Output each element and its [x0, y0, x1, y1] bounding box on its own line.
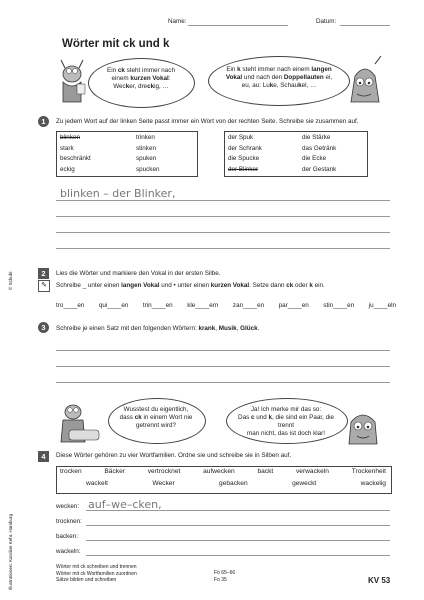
- writing-line[interactable]: [86, 525, 390, 526]
- writing-line[interactable]: [56, 232, 390, 233]
- cloze-word[interactable]: trin____en: [142, 302, 173, 309]
- task1-example-handwriting: blinken – der Blinker,: [60, 187, 176, 200]
- word: das Getränk: [302, 144, 337, 152]
- speech-bubble-left-2-text: Wusstest du eigentlich, dass ck in einem Wort nie getrennt wird?: [119, 406, 193, 429]
- task1-number: 1: [38, 116, 49, 127]
- writing-line[interactable]: [56, 366, 390, 367]
- writing-line[interactable]: [86, 510, 390, 511]
- speech-bubble-left-text: Ein ck steht immer nach einem kurzen Vokal: Wecker, dreckig, …: [107, 67, 175, 90]
- monster-right-figure: [351, 56, 381, 102]
- word: die Ecke: [302, 155, 327, 162]
- word: trocken: [60, 468, 82, 475]
- word: blinken: [60, 134, 80, 141]
- label-backen: backen:: [56, 533, 79, 540]
- monster-left-figure: [61, 405, 99, 442]
- monster-left-figure: [61, 60, 85, 102]
- word: Trockenheit: [351, 468, 386, 475]
- cloze-word[interactable]: stin____en: [323, 302, 355, 309]
- word: eckig: [60, 165, 75, 173]
- writing-line[interactable]: [56, 200, 390, 201]
- word: verwackeln: [295, 468, 329, 475]
- word: beschränkt: [60, 155, 91, 162]
- task1-left-col1: [60, 133, 91, 175]
- page-title: Wörter mit ck und k: [62, 38, 170, 50]
- footer-refs: Fö 65–66 Fo 35: [214, 570, 236, 583]
- word: der Gestank: [302, 165, 337, 173]
- footer-objectives: Wörter mit ck schreiben und trennen Wörter mit ck Wortfamilien zuordnen Sätze bilden und schreiben: [56, 564, 137, 583]
- word: der Spuk: [228, 134, 254, 141]
- word: Bäcker: [104, 468, 125, 475]
- task3-number: 3: [38, 322, 49, 333]
- label-wackeln: wackeln:: [56, 548, 81, 555]
- task3-instruction: Schreibe je einen Satz mit den folgenden Wörtern: krank, Musik, Glück.: [56, 325, 260, 332]
- word: die Spucke: [228, 155, 260, 162]
- writing-line[interactable]: [86, 555, 390, 556]
- cloze-word[interactable]: tro____en: [56, 302, 85, 309]
- word: gebacken: [219, 480, 248, 487]
- cloze-word[interactable]: zan____en: [232, 302, 265, 309]
- task2-word-row: [56, 302, 396, 310]
- date-line[interactable]: [340, 25, 390, 26]
- word: wackelig: [360, 480, 386, 487]
- worksheet-code: KV 53: [368, 576, 391, 585]
- task4-words-row2: [86, 480, 386, 487]
- word: die Stärke: [302, 134, 331, 141]
- word: wackelt: [86, 480, 108, 487]
- task4-example-handwriting: auf–we–cken,: [88, 498, 162, 511]
- word: spuken: [136, 155, 157, 162]
- word: geweckt: [292, 480, 317, 487]
- task2-line2: Schreibe _ unter einen langen Vokal und • unter einen kurzen Vokal. Setze dann ck oder k ein.: [56, 282, 325, 289]
- cloze-word[interactable]: kle____ern: [187, 302, 219, 309]
- word: spucken: [136, 165, 160, 173]
- word: vertrocknet: [147, 468, 181, 475]
- speech-bubble-right-2-text: Ja! Ich merke mir das so: Das c und k, die sind ein Paar, die trennt man nicht, das ist doch klar!: [238, 406, 334, 437]
- word: trinken: [136, 134, 155, 141]
- label-trocknen: trocknen:: [56, 518, 82, 525]
- task1-instruction: Zu jedem Wort auf der linken Seite passt immer ein Wort von der rechten Seite. Schreibe sie zusammen auf.: [56, 118, 359, 125]
- writing-line[interactable]: [56, 350, 390, 351]
- date-label: Datum:: [316, 18, 337, 25]
- word: backt: [257, 468, 274, 475]
- word: aufwecken: [203, 468, 235, 475]
- word: stark: [60, 144, 74, 152]
- task4-number: 4: [38, 451, 49, 462]
- writing-line[interactable]: [86, 540, 390, 541]
- monster-right-figure: [349, 415, 377, 444]
- side-copyright: © Schubi: [8, 271, 13, 290]
- task2-line1: Lies die Wörter und markiere den Vokal in der ersten Silbe.: [56, 270, 221, 277]
- task1-right-col1: [228, 133, 262, 175]
- writing-line[interactable]: [56, 248, 390, 249]
- word: der Blinker: [228, 165, 259, 173]
- word: Wecker: [152, 480, 175, 487]
- name-label: Name:: [168, 18, 187, 25]
- word: stinken: [136, 144, 156, 152]
- cloze-word[interactable]: qui____en: [98, 302, 129, 309]
- name-line[interactable]: [188, 25, 288, 26]
- cloze-word[interactable]: ju____eln: [368, 302, 396, 309]
- writing-line[interactable]: [56, 216, 390, 217]
- task4-words-row1: [60, 468, 386, 475]
- speech-bubble-right-text: Ein k steht immer nach einem langen Vokal und nach den Doppellauten ei, eu, au: Luke, Schaukel, …: [225, 66, 333, 89]
- word: der Schrank: [228, 144, 262, 152]
- task1-right-col2: [302, 133, 336, 175]
- writing-line[interactable]: [56, 382, 390, 383]
- task1-left-col2: [136, 133, 159, 175]
- task4-instruction: Diese Wörter gehören zu vier Wortfamilien. Ordne sie und schreibe sie in Silben auf.: [56, 452, 292, 459]
- task2-number: 2: [38, 268, 49, 279]
- pencil-icon: ✎: [38, 280, 50, 292]
- cloze-word[interactable]: par____en: [278, 302, 309, 309]
- side-illustration-credit: Illustrationen: Karoline Kehr, Hamburg: [8, 513, 13, 590]
- label-wecken: wecken:: [56, 503, 80, 510]
